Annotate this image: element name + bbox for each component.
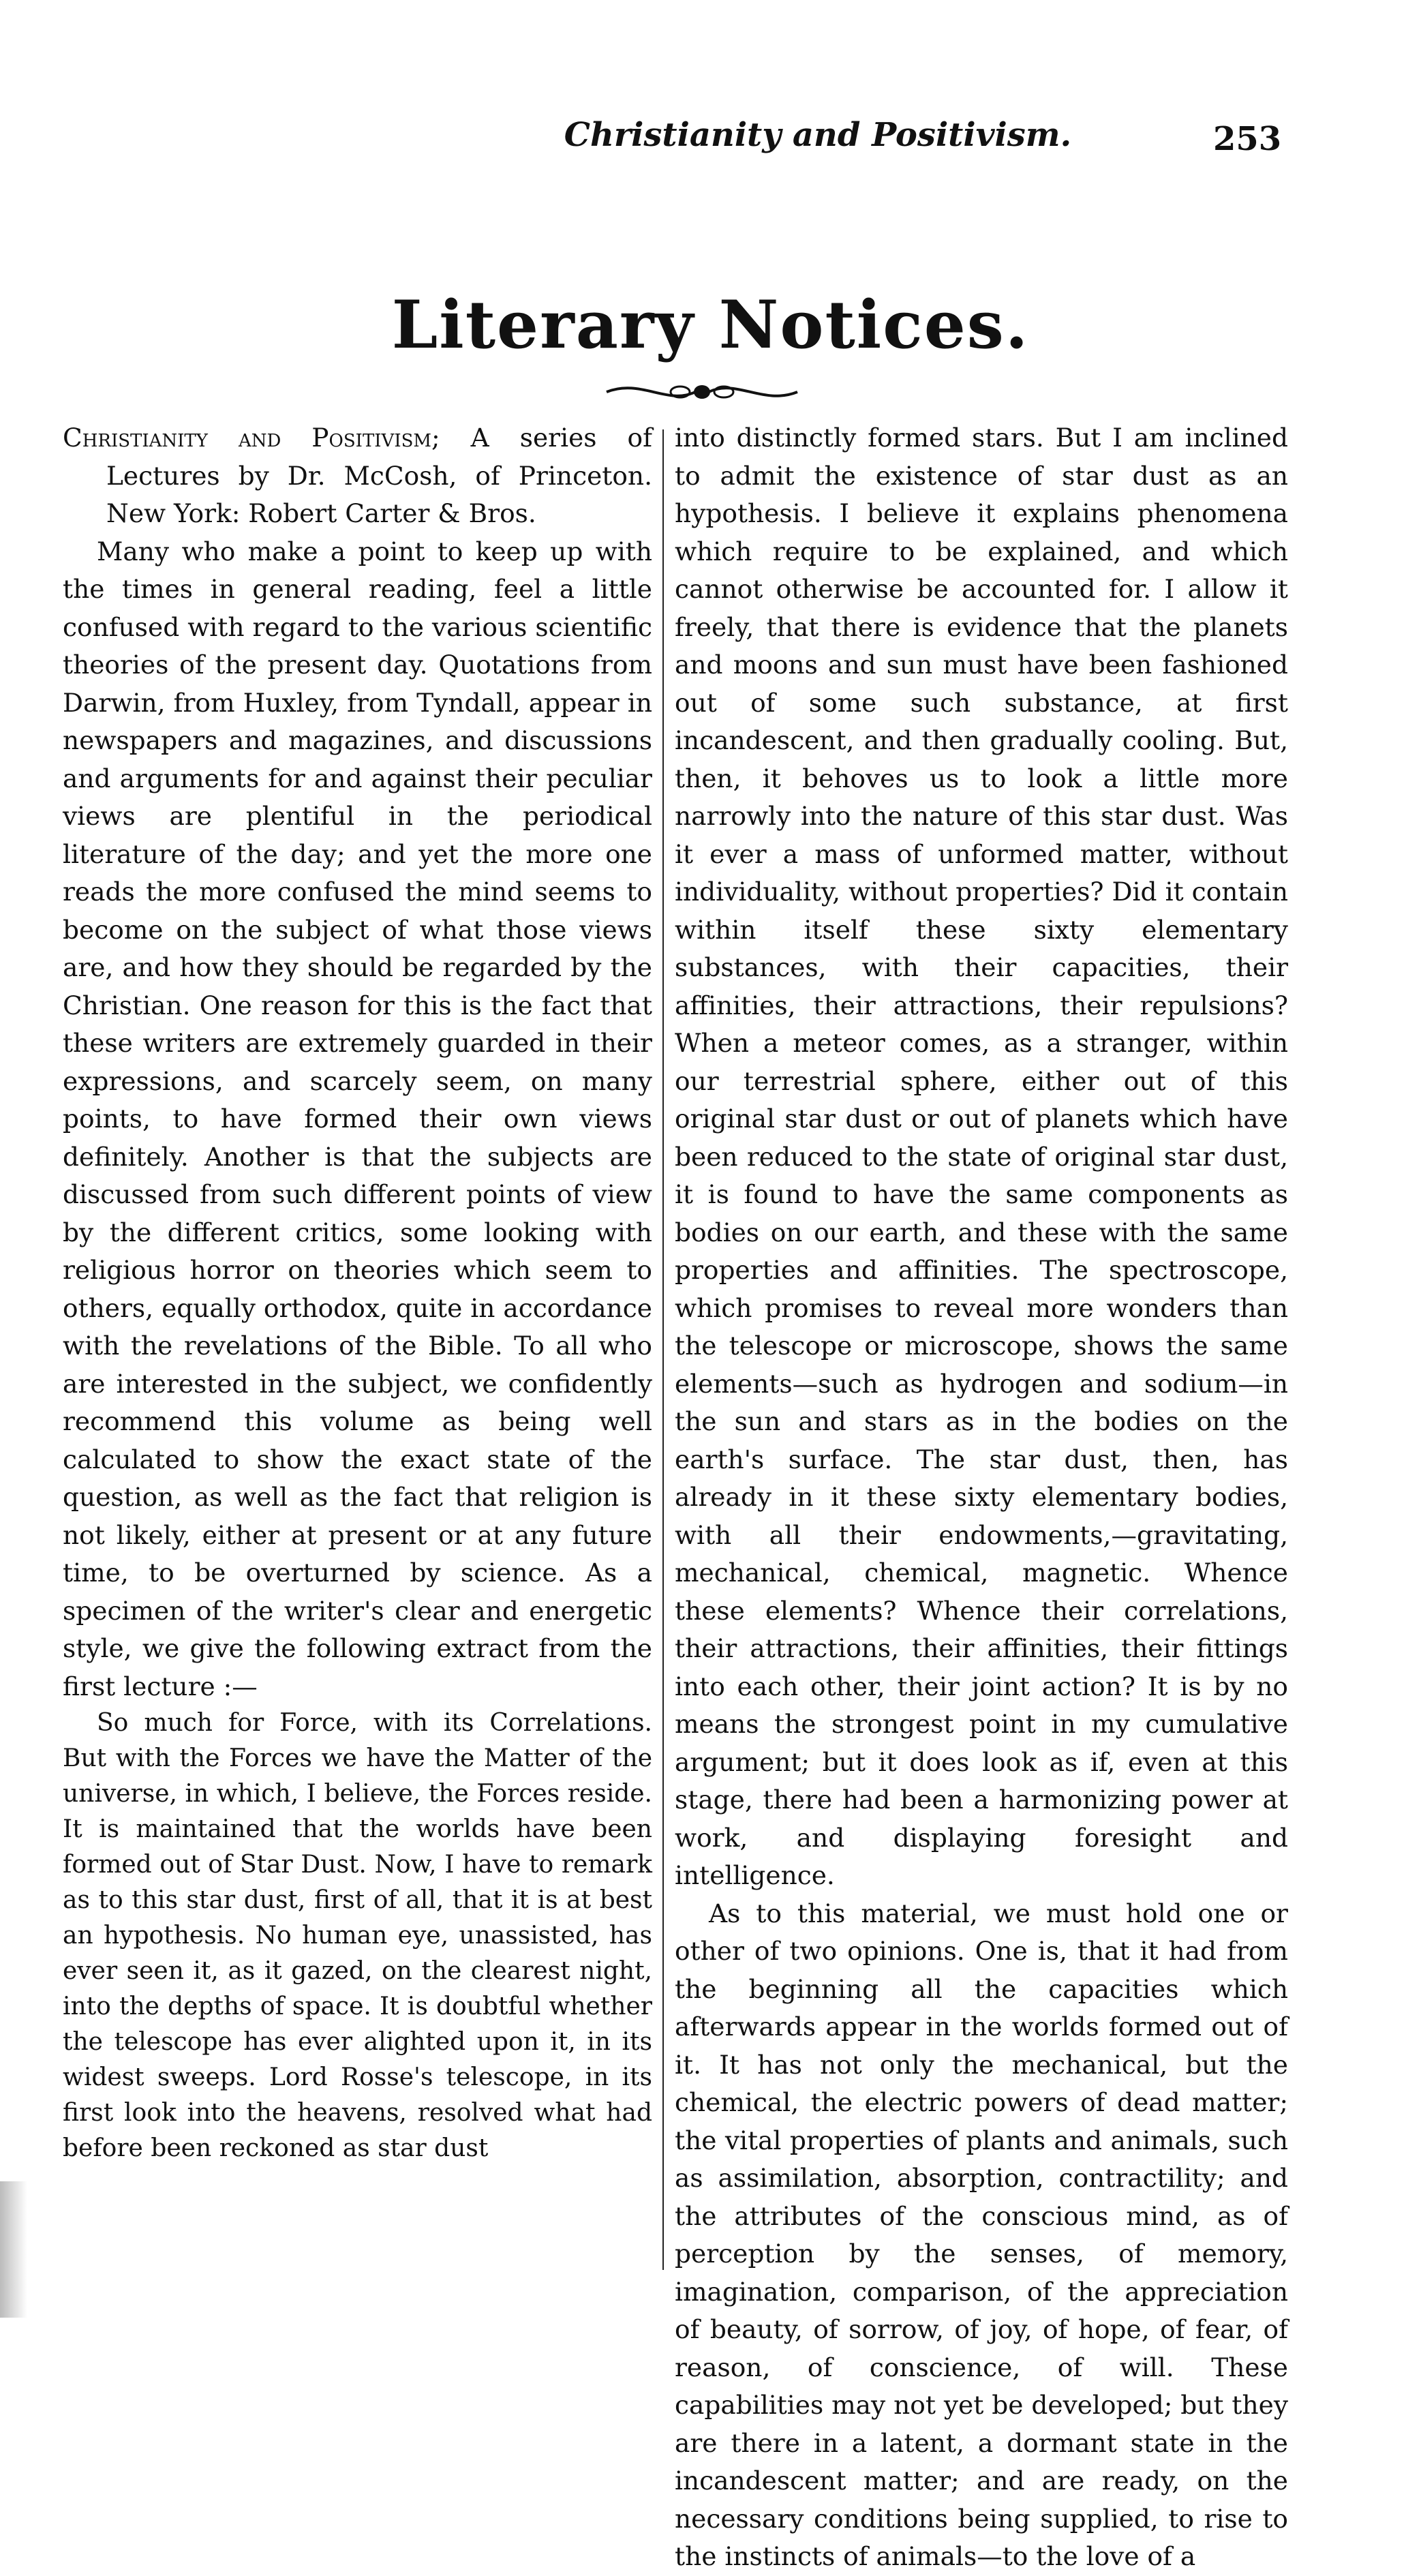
page-number: 253 [1213, 120, 1282, 158]
review-paragraph: Many who make a point to keep up with the times in general reading, feel a little confused with regard to the various scientific theories of the present day. Quotations from Darwin, from Huxley, from Tyndall, appear in newspapers and magazines, and discussions and arguments for and against their peculiar views are plentiful in the periodical literature of the day; and yet the more one reads the more confused the mind seems to become on the subject of what those views are, and how they should be regarded by the Christian. One reason for this is the fact that these writers are extremely guarded in their expressions, and scarcely seem, on many points, to have formed their own views definitely. Another is that the subjects are discussed from such different points of view by the different critics, some looking with religious horror on theories which seem to others, equally orthodox, quite in accordance with the revelations of the Bible. To all who are interested in the subject, we confidently recommend this volume as being well calculated to show the exact state of the question, as well as the fact that religion is not likely, either at present or at any future time, to be overturned by science. As a specimen of the writer's clear and energetic style, we give the following extract from the first lecture :— [63, 536, 652, 1701]
extract-paragraph: As to this material, we must hold one or other of two opinions. One is, that it had from the beginning all the capacities which afterwards appear in the worlds formed out of it. It has not only the mechanical, but the chemical, the electric powers of dead matter; the vital properties of plants and animals, such as assimilation, absorption, contractility; and the attributes of the conscious mind, as of perception by the senses, of memory, imagination, comparison, of the appreciation of beauty, of sorrow, of joy, of hope, of fear, of reason, of conscience, of will. These capabilities may not yet be developed; but they are there in a latent, a dormant state in the incandescent matter; and are ready, on the necessary conditions being supplied, to rise to the instincts of animals—to the love of a [675, 1898, 1288, 2571]
running-head-title: Christianity and Positivism. [564, 116, 1072, 154]
right-column [675, 419, 1288, 2576]
entry-heading-rest: ; A series of Lectures by Dr. McCosh, of Princeton. New York: Robert Carter & Bros. [106, 423, 652, 528]
entry-heading [63, 419, 652, 533]
entry-heading-title: Christianity and Positivism [63, 423, 432, 453]
extract-quote: So much for Force, with its Correlations. But with the Forces we have the Matter of the universe, in which, I believe, the Forces reside. It is maintained that the worlds have been formed out of Star Dust. Now, I have to remark as to this star dust, first of all, that it is at best an hypothesis. No human eye, unassisted, has ever seen it, as it gazed, on the clearest night, into the depths of space. It is doubtful whether the telescope has ever alighted upon it, in its widest sweeps. Lord Rosse's telescope, in its first look into the heavens, resolved what had before been reckoned as star dust [63, 1709, 652, 2162]
page-edge-shadow [0, 2181, 27, 2318]
extract-continuation: into distinctly formed stars. But I am inclined to admit the existence of star dust as an hypothesis. I believe it explains phenomena which require to be explained, and which cannot otherwise be accounted for. I allow it freely, that there is evidence that the planets and moons and sun must have been fashioned out of some such substance, at first incandescent, and then gradually cooling. But, then, it behoves us to look a little more narrowly into the nature of this star dust. Was it ever a mass of unformed matter, without individuality, without properties? Did it contain within itself these sixty elementary substances, with their capacities, their affinities, their attractions, their repulsions? When a meteor comes, as a stranger, within our terrestrial sphere, either out of this original star dust or out of planets which have been reduced to the state of original star dust, it is found to have the same components as bodies on our earth, and these with the same properties and affinities. The spectroscope, which promises to reveal more wonders than the telescope or microscope, shows the same elements—such as hydrogen and sodium—in the sun and stars as in the bodies on the earth's surface. The star dust, then, has already in it these sixty elementary bodies, with all their endowments,—gravitating, mechanical, chemical, magnetic. Whence these elements? Whence their correlations, their attractions, their affinities, their fittings into each other, their joint action? It is by no means the strongest point in my cumulative argument; but it does look as if, even at this stage, there had been a harmonizing power at work, and displaying foresight and intelligence. [675, 423, 1288, 1890]
section-title: Literary Notices. [391, 286, 1030, 363]
ornament-divider-icon [600, 375, 804, 409]
column-divider [662, 429, 664, 2270]
left-column [63, 419, 652, 2166]
